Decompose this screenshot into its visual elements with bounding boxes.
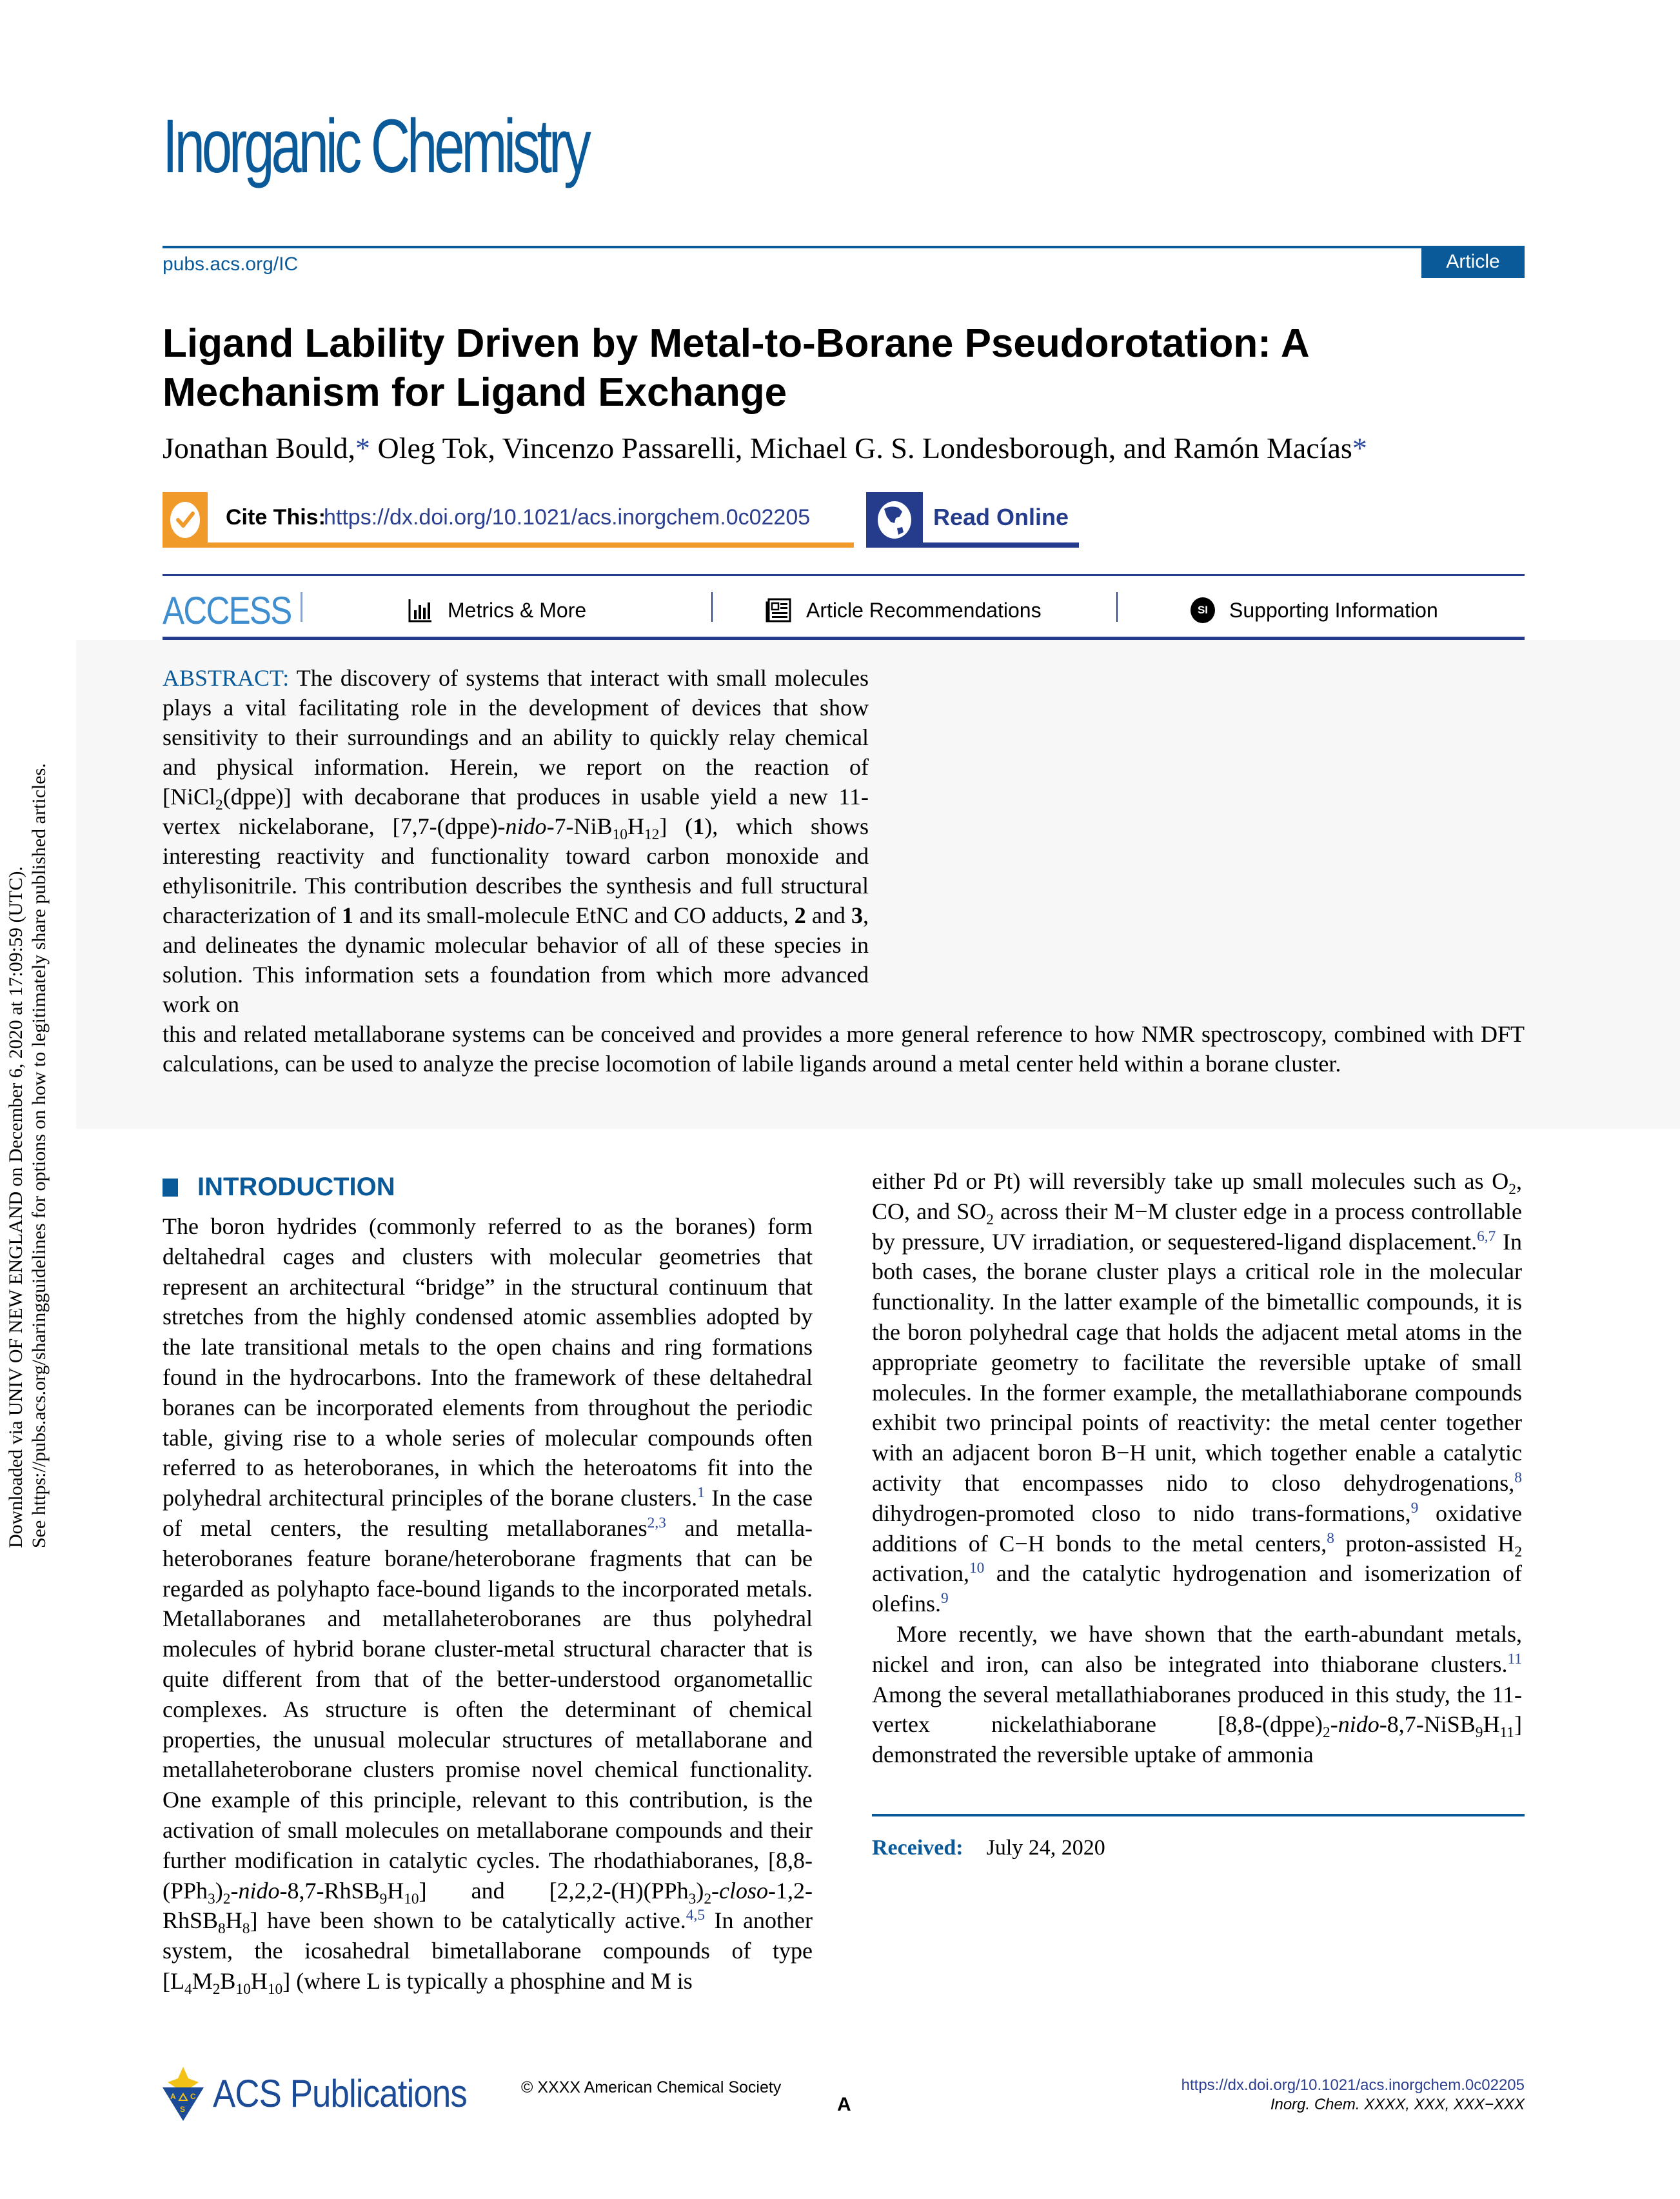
paragraph: either Pd or Pt) will reversibly take up small molecules such as $O_2$, CO, and $SO_2$ across their M−M cluster edge in a process controllable by pressure, UV irradiation, or sequestered-ligand displacement.$^{6,7}$ In both cases, the borane cluster plays a critical role in the molecular functionality. In the latter example of the bimetallic compounds, it is the boron polyhedral cage that holds the adjacent metal atoms in the appropriate geometry to facilitate the reversible uptake of small molecules. In the former example, the metallathiaborane compounds exhibit two principal points of reactivity: the metal center together with an adjacent boron B−H unit, which together enable a catalytic activity that encompasses nido to closo dehydrogenations,$^8$ dihydrogen-promoted closo to nido trans-formations,$^9$ oxidative additions of C−H bonds to the metal centers,$^8$ proton-assisted $H_2$ activation,$^{10}$ and the catalytic hydrogenation and isomerization of olefins.$^9$ <box>872 1168 1523 1617</box>
download-notice-line1: Downloaded via UNIV OF NEW ENGLAND on December 6, 2020 at 17:09:59 (UTC). <box>5 866 26 1548</box>
copyright-notice: © XXXX American Chemical Society <box>521 2078 782 2096</box>
corresponding-author-star[interactable]: * <box>1352 432 1367 464</box>
download-notice <box>0 645 71 1548</box>
cite-this-box[interactable] <box>163 492 854 548</box>
svg-text:S: S <box>180 2105 186 2114</box>
journal-title: Inorganic Chemistry <box>163 104 588 189</box>
cite-this-label: Cite This: <box>226 505 326 530</box>
introduction-left-column: The boron hydrides (commonly referred to as the boranes) form deltahedral cages and clusters with molecular geometries that represent an architectural “bridge” in the structural continuum that stretches from the highly condensed atomic assemblies adopted by the late transitional metals to the open chains and ring formations found in the hydrocarbons. Into the framework of these deltahedral boranes can be incorporated elements from throughout the periodic table, giving rise to a whole series of molecular compounds often referred to as heteroboranes, in which the heteroatoms fit into the polyhedral architectural principles of the borane clusters.$^1$ In the case of metal centers, the resulting metallaboranes$^{2,3}$ and metalla-heteroboranes feature borane/heteroborane fragments that can be regarded as polyhapto face-bound ligands to the incorporated metals. Metallaboranes and metallaheteroboranes are thus polyhedral molecules of hybrid borane cluster-metal structural character that is quite different from that of the better-understood organometallic complexes. As structure is often the determinant of chemical properties, the unusual molecular structures of metallaborane and metallaheteroborane clusters promise novel chemical functionality. One example of this principle, relevant to this contribution, is the activation of small molecules on metallaborane compounds and their further modification in catalytic cycles. The rhodathiaboranes, $[8,8-(PPh_3)_2-nido-8,7-RhSB_9H_{10}]$ and $[2,2,2-(H)(PPh_3)_2-closo-1,2-RhSB_8H_8]$ have been shown to be catalytically active.$^{4,5}$ In another system, the icosahedral bimetallaborane compounds of type $[L_4M_2B_{10}H_{10}]$ (where L is typically a phosphine and M is <box>163 1213 813 1998</box>
metrics-more-link[interactable] <box>408 597 586 623</box>
received-value: July 24, 2020 <box>986 1836 1105 1860</box>
corresponding-author-star[interactable]: * <box>355 432 370 464</box>
page-number: A <box>837 2094 851 2115</box>
abstract-text: ABSTRACT: The discovery of systems that interact with small molecules plays a vital facilitating role in the development of devices that show sensitivity to their surroundings and an ability to quickly relay chemical and physical information. Herein, we report on the reaction of [NiCl$_2$(dppe)] with decaborane that produces in usable yield a new 11-vertex nickelaborane, $[7,7-(dppe)-nido-7-NiB_{10}H_{12}]$ (1), which shows interesting reactivity and functionality toward carbon monoxide and ethylisonitrile. This contribution describes the synthesis and full structural characterization of 1 and its small-molecule EtNC and CO adducts, 2 and 3, and delineates the dynamic molecular behavior of all of these species in solution. This information sets a foundation from which more advanced work on <box>163 665 869 1017</box>
abstract-label: ABSTRACT: <box>163 665 290 691</box>
citation-ref[interactable]: 10 <box>969 1560 985 1577</box>
citation-ref[interactable]: 1 <box>697 1484 705 1502</box>
introduction-heading-label: INTRODUCTION <box>197 1173 395 1201</box>
metrics-more-label: Metrics & More <box>448 598 587 622</box>
citation-ref[interactable]: 6,7 <box>1477 1228 1496 1245</box>
supporting-information-link[interactable] <box>1191 597 1438 623</box>
citation-ref[interactable]: 8 <box>1327 1529 1334 1547</box>
received-label: Received: <box>872 1836 964 1860</box>
author-name[interactable]: Jonathan Bould, <box>163 432 355 464</box>
footer-doi-link[interactable]: https://dx.doi.org/10.1021/acs.inorgchem.0c02205 <box>1181 2076 1525 2094</box>
received-date <box>872 1836 1105 1860</box>
article-recommendations-label: Article Recommendations <box>806 598 1042 622</box>
read-online-button[interactable] <box>866 492 1079 548</box>
article-type-badge: Article <box>1421 246 1525 278</box>
author-name[interactable]: Michael G. S. Londesborough, <box>749 432 1116 464</box>
section-square-icon <box>163 1179 178 1197</box>
doi-link[interactable]: https://dx.doi.org/10.1021/acs.inorgchem.0c02205 <box>324 505 811 530</box>
journal-url-link[interactable]: pubs.acs.org/IC <box>163 254 299 275</box>
citation-ref[interactable]: 9 <box>940 1590 949 1607</box>
read-online-label: Read Online <box>933 504 1069 530</box>
access-divider <box>1116 592 1118 622</box>
access-divider <box>301 592 302 622</box>
supporting-information-label: Supporting Information <box>1229 598 1438 622</box>
article-title: Ligand Lability Driven by Metal-to-Borane Pseudorotation: A Mechanism for Ligand Exchange <box>163 321 1309 415</box>
checkmark-icon <box>163 492 208 548</box>
author-name[interactable]: Vincenzo Passarelli, <box>502 432 743 464</box>
header-rule <box>163 246 1525 248</box>
author-name[interactable]: Oleg Tok, <box>377 432 495 464</box>
si-icon: SI <box>1191 597 1215 623</box>
author-name[interactable]: and Ramón Macías <box>1123 432 1352 464</box>
citation-ref[interactable]: 2,3 <box>647 1514 666 1531</box>
introduction-heading <box>163 1173 395 1202</box>
svg-text:C: C <box>190 2092 196 2101</box>
paragraph: More recently, we have shown that the earth-abundant metals, nickel and iron, can also be integrated into thiaborane clusters.$^{11}$ Among the several metallathiaboranes produced in this study, the 11-vertex nickelathiaborane $[8,8-(dppe)_2-nido-8,7-NiSB_9H_{11}]$ demonstrated the reversible uptake of ammonia <box>872 1620 1522 1768</box>
citation-ref[interactable]: 9 <box>1410 1499 1419 1517</box>
footer-citation-block <box>1181 2076 1525 2114</box>
sharing-guidelines-line[interactable]: See https://pubs.acs.org/sharingguidelines for options on how to legitimately share published articles. <box>28 763 50 1548</box>
received-rule <box>872 1814 1525 1816</box>
citation-ref[interactable]: 11 <box>1507 1650 1522 1667</box>
newspaper-icon <box>765 597 792 623</box>
globe-icon <box>866 492 923 548</box>
access-divider <box>711 592 713 622</box>
introduction-right-column <box>872 1166 1522 1770</box>
footer-citation: Inorg. Chem. XXXX, XXX, XXX−XXX <box>1270 2096 1525 2113</box>
citation-ref[interactable]: 4,5 <box>686 1907 706 1924</box>
acs-publications-logo[interactable] <box>163 2065 502 2121</box>
access-label: ACCESS <box>163 589 292 632</box>
bar-chart-icon <box>408 597 433 623</box>
access-bar-top-rule <box>163 574 1525 576</box>
article-recommendations-link[interactable] <box>765 597 1042 623</box>
acs-emblem-icon <box>163 2065 204 2121</box>
author-list <box>163 430 1530 466</box>
citation-ref[interactable]: 8 <box>1514 1469 1522 1486</box>
abstract-text-continued: this and related metallaborane systems can be conceived and provides a more general reference to how NMR spectroscopy, combined with DFT calculations, can be used to analyze the precise locomotion of labile ligands around a metal center held within a borane cluster. <box>163 1021 1525 1077</box>
publisher-name: ACS Publications <box>213 2071 467 2115</box>
svg-text:A: A <box>170 2092 176 2101</box>
